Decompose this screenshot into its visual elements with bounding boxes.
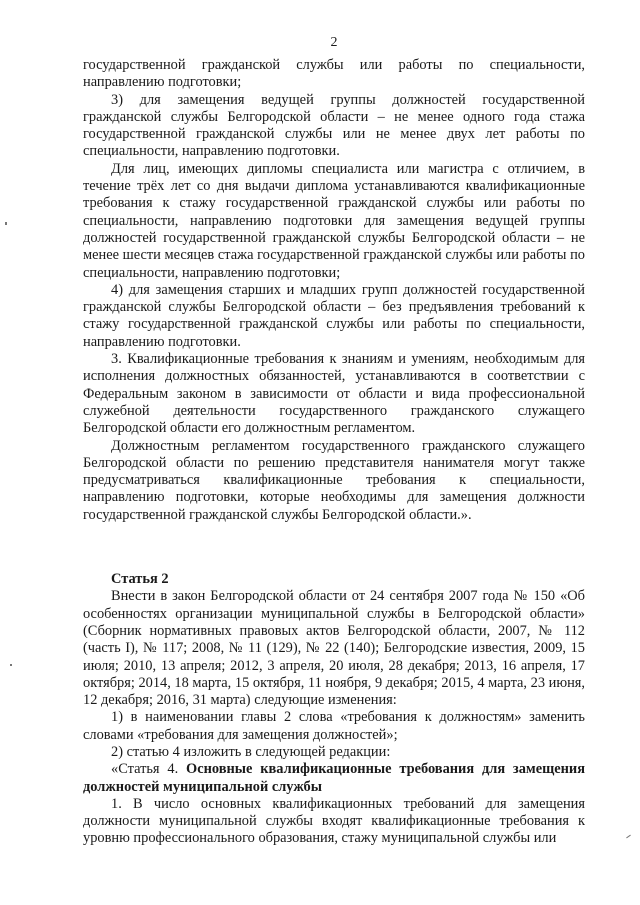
quoted-article-title: Основные квалификационные требования для замещения должностей муниципальной службы	[83, 761, 586, 795]
paragraph: 1) в наименовании главы 2 слова «требования к должностям» заменить словами «требования для замещения должностей»;	[83, 709, 585, 743]
paragraph: 3. Квалификационные требования к знаниям и умениям, необходимым для исполнения должностных обязанностей, устанавливаются в соответствии с Федеральным законом в зависимости от области и вида профессиональной служебной деятельности государственного гражданского служащего Белгородской области его должностным регламентом.	[83, 351, 585, 437]
quoted-article-heading	[83, 761, 585, 796]
section-spacer	[83, 524, 585, 571]
scan-mark	[626, 835, 631, 839]
paragraph: 1. В число основных квалификационных требований для замещения должности муниципальной службы входят квалификационные требования к уровню профессионального образования, стажу муниципальной службы или	[83, 795, 585, 847]
paragraph: государственной гражданской службы или работы по специальности, направлению подготовки;	[83, 57, 585, 91]
paragraph: Внести в закон Белгородской области от 24 сентября 2007 года № 150 «Об особенностях организации муниципальной службы в Белгородской области» (Сборник нормативных правовых актов Белгородской области, 2007, № 112 (часть I), № 117; 2008, № 11 (129), № 22 (140); Белгородские известия, 2009, 15 июля; 2010, 13 апреля; 2012, 3 апреля, 20 июля, 28 декабря; 2013, 16 апреля, 17 октября; 2014, 18 марта, 15 октября, 11 ноября, 9 декабря; 2015, 4 марта, 23 июня, 12 декабря; 2016, 31 марта) следующие изменения:	[83, 588, 585, 709]
paragraph: Для лиц, имеющих дипломы специалиста или магистра с отличием, в течение трёх лет со дня выдачи диплома устанавливаются квалификационные требования к стажу государственной гражданской службы или работы по специальности, направлению подготовки для замещения ведущей группы должностей государственной гражданской службы Белгородской области – не менее шести месяцев стажа государственной гражданской службы или работы по специальности, направлению подготовки;	[83, 160, 585, 281]
paragraph: 2) статью 4 изложить в следующей редакции:	[111, 743, 391, 760]
paragraph: 4) для замещения старших и младших групп должностей государственной гражданской службы Белгородской области – без предъявления требований к стажу государственной гражданской службы или работы по специальности, направлению подготовки.	[83, 281, 585, 350]
scan-mark	[10, 664, 12, 666]
scan-mark	[5, 222, 7, 225]
article-heading: Статья 2	[111, 571, 169, 588]
page-number: 2	[330, 35, 338, 50]
quoted-article-prefix: «Статья 4.	[111, 761, 187, 778]
paragraph: Должностным регламентом государственного гражданского служащего Белгородской области по решению представителя нанимателя могут также предусматриваться квалификационные требования к специальности, направлению подготовки, которые необходимы для замещения должности государственной гражданской службы Белгородской области.».	[83, 437, 585, 523]
paragraph: 3) для замещения ведущей группы должностей государственной гражданской службы Белгородской области – не менее одного года стажа государственной гражданской службы или не менее двух лет работы по специальности, направлению подготовки.	[83, 91, 585, 160]
